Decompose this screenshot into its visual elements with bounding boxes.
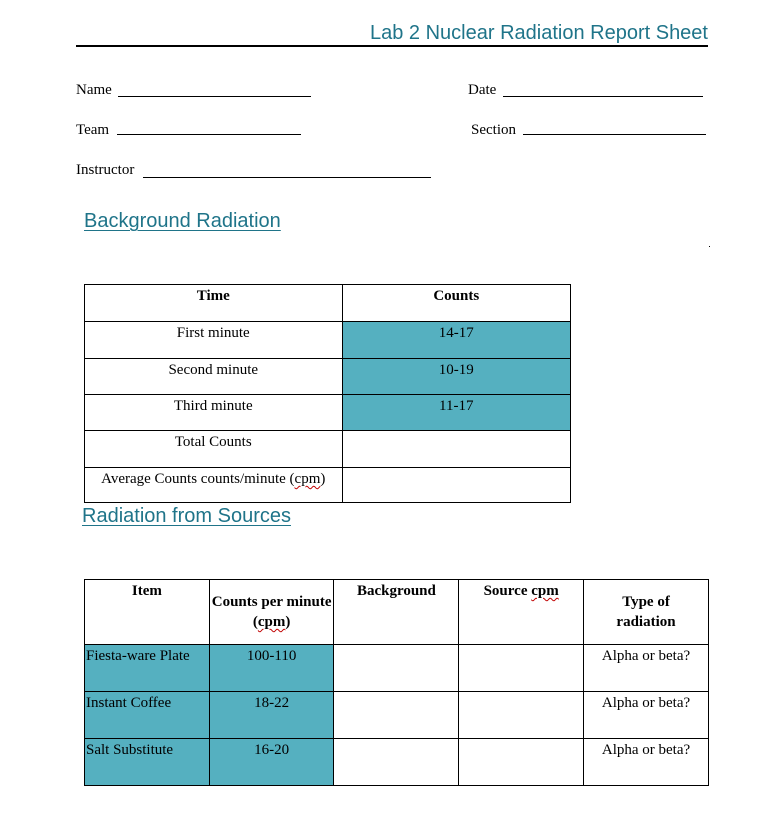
background-cell[interactable] (334, 739, 459, 786)
instructor-field[interactable] (143, 177, 431, 178)
name-field[interactable] (118, 96, 311, 97)
cpm-header-prefix: Counts per minute ( (211, 594, 332, 630)
row-label: Third minute (85, 395, 343, 431)
counts-header: Counts (342, 285, 571, 322)
type-cell[interactable]: Alpha or beta? (584, 645, 709, 692)
team-label: Team (76, 122, 110, 138)
section-label: Section (471, 122, 516, 138)
source-header-cpm: cpm (531, 583, 559, 599)
row-label: Second minute (85, 359, 343, 395)
page-title-text: Lab 2 Nuclear Radiation Report Sheet (370, 22, 708, 44)
table-row (85, 739, 709, 786)
table-row (85, 692, 709, 739)
avg-label-cpm: cpm (294, 471, 321, 487)
table-row (85, 395, 571, 431)
background-header: Background (334, 580, 459, 645)
item-cell: Instant Coffee (85, 692, 210, 739)
cpm-cell[interactable]: 16-20 (209, 739, 334, 786)
name-label: Name (76, 82, 112, 98)
page-title (76, 22, 708, 47)
item-cell: Salt Substitute (85, 739, 210, 786)
type-cell[interactable]: Alpha or beta? (584, 739, 709, 786)
source-cpm-cell[interactable] (459, 692, 584, 739)
table-row (85, 431, 571, 468)
background-heading: Background Radiation (84, 210, 281, 232)
source-cpm-cell[interactable] (459, 645, 584, 692)
sources-heading: Radiation from Sources (82, 505, 291, 527)
section-field[interactable] (523, 134, 706, 135)
cpm-header-cpm: cpm (257, 614, 286, 630)
date-field[interactable] (503, 96, 703, 97)
background-cell[interactable] (334, 692, 459, 739)
cpm-cell[interactable]: 18-22 (209, 692, 334, 739)
row-label: First minute (85, 322, 343, 359)
avg-label-suffix: ) (320, 471, 326, 487)
count-value[interactable]: 14-17 (342, 322, 571, 359)
row-label (85, 468, 343, 503)
type-header: Type of radiation (584, 580, 709, 645)
cpm-header (209, 580, 334, 645)
background-cell[interactable] (334, 645, 459, 692)
row-label: Total Counts (85, 431, 343, 468)
item-header: Item (85, 580, 210, 645)
item-cell: Fiesta-ware Plate (85, 645, 210, 692)
stray-dot (709, 246, 710, 247)
total-counts-value[interactable] (342, 431, 571, 468)
count-value[interactable]: 11-17 (342, 395, 571, 431)
team-field[interactable] (117, 134, 301, 135)
average-counts-value[interactable] (342, 468, 571, 503)
sources-table (84, 579, 709, 786)
time-header: Time (85, 285, 343, 322)
source-header-prefix: Source (483, 583, 532, 599)
table-row (85, 645, 709, 692)
source-cpm-cell[interactable] (459, 739, 584, 786)
avg-label-prefix: Average Counts counts/minute ( (101, 471, 295, 487)
count-value[interactable]: 10-19 (342, 359, 571, 395)
table-row (85, 468, 571, 503)
cpm-header-suffix: ) (285, 614, 291, 630)
table-row (85, 359, 571, 395)
date-label: Date (468, 82, 497, 98)
table-row (85, 322, 571, 359)
table-header-row (85, 580, 709, 645)
source-cpm-header (459, 580, 584, 645)
table-header-row (85, 285, 571, 322)
cpm-cell[interactable]: 100-110 (209, 645, 334, 692)
type-cell[interactable]: Alpha or beta? (584, 692, 709, 739)
background-table (84, 284, 571, 503)
instructor-label: Instructor (76, 162, 135, 178)
